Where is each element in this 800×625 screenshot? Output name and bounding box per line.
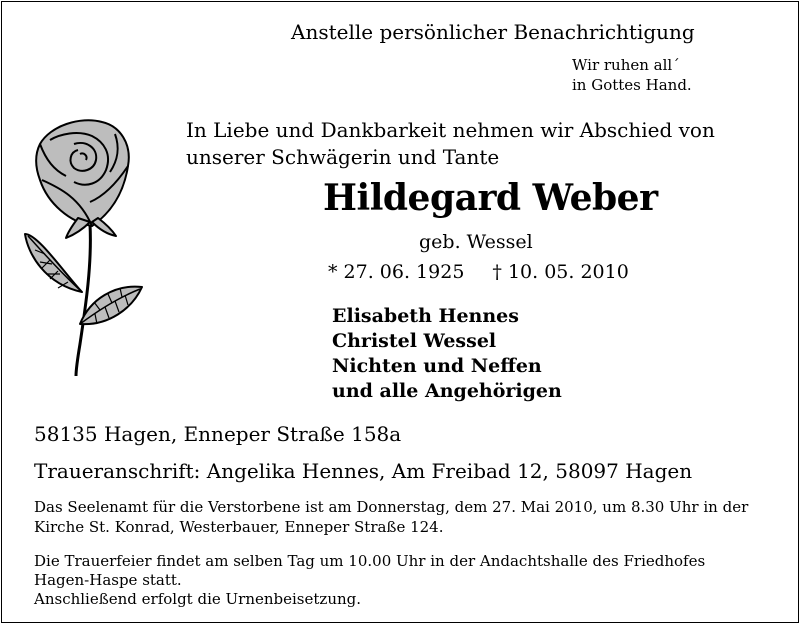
mourner: Christel Wessel — [332, 330, 497, 352]
funeral-line: Die Trauerfeier findet am selben Tag um 10.00 Uhr in der Andachtshalle des Friedhofes — [34, 552, 706, 570]
mourner: Elisabeth Hennes — [332, 305, 519, 327]
notice-header: Anstelle persönlicher Benachrichtigung — [291, 20, 695, 44]
quote-line: in Gottes Hand. — [572, 76, 692, 94]
birth-name: geb. Wessel — [419, 231, 533, 253]
home-address: 58135 Hagen, Enneper Straße 158a — [34, 422, 402, 446]
requiem-line: Das Seelenamt für die Verstorbene ist am Donnerstag, dem 27. Mai 2010, um 8.30 Uhr in der — [34, 498, 749, 516]
intro-text — [186, 117, 715, 171]
mourners-list — [332, 304, 562, 404]
funeral-info — [34, 552, 705, 609]
mourning-address: Traueranschrift: Angelika Hennes, Am Freibad 12, 58097 Hagen — [34, 459, 693, 483]
mourner: und alle Angehörigen — [332, 380, 562, 402]
birth-date: * 27. 06. 1925 — [328, 261, 465, 283]
intro-line: unserer Schwägerin und Tante — [186, 145, 500, 169]
death-date: † 10. 05. 2010 — [492, 261, 629, 283]
funeral-line: Hagen-Haspe statt. — [34, 571, 182, 589]
intro-line: In Liebe und Dankbarkeit nehmen wir Abschied von — [186, 118, 715, 142]
rose-icon — [20, 114, 160, 379]
funeral-line: Anschließend erfolgt die Urnenbeisetzung. — [34, 590, 362, 608]
quote-line: Wir ruhen all´ — [572, 56, 680, 74]
quote — [572, 55, 692, 95]
obituary-notice — [1, 1, 799, 623]
deceased-name: Hildegard Weber — [323, 177, 658, 219]
requiem-line: Kirche St. Konrad, Westerbauer, Enneper Straße 124. — [34, 518, 444, 536]
life-dates — [328, 261, 629, 283]
mourner: Nichten und Neffen — [332, 355, 542, 377]
requiem-info — [34, 497, 748, 537]
